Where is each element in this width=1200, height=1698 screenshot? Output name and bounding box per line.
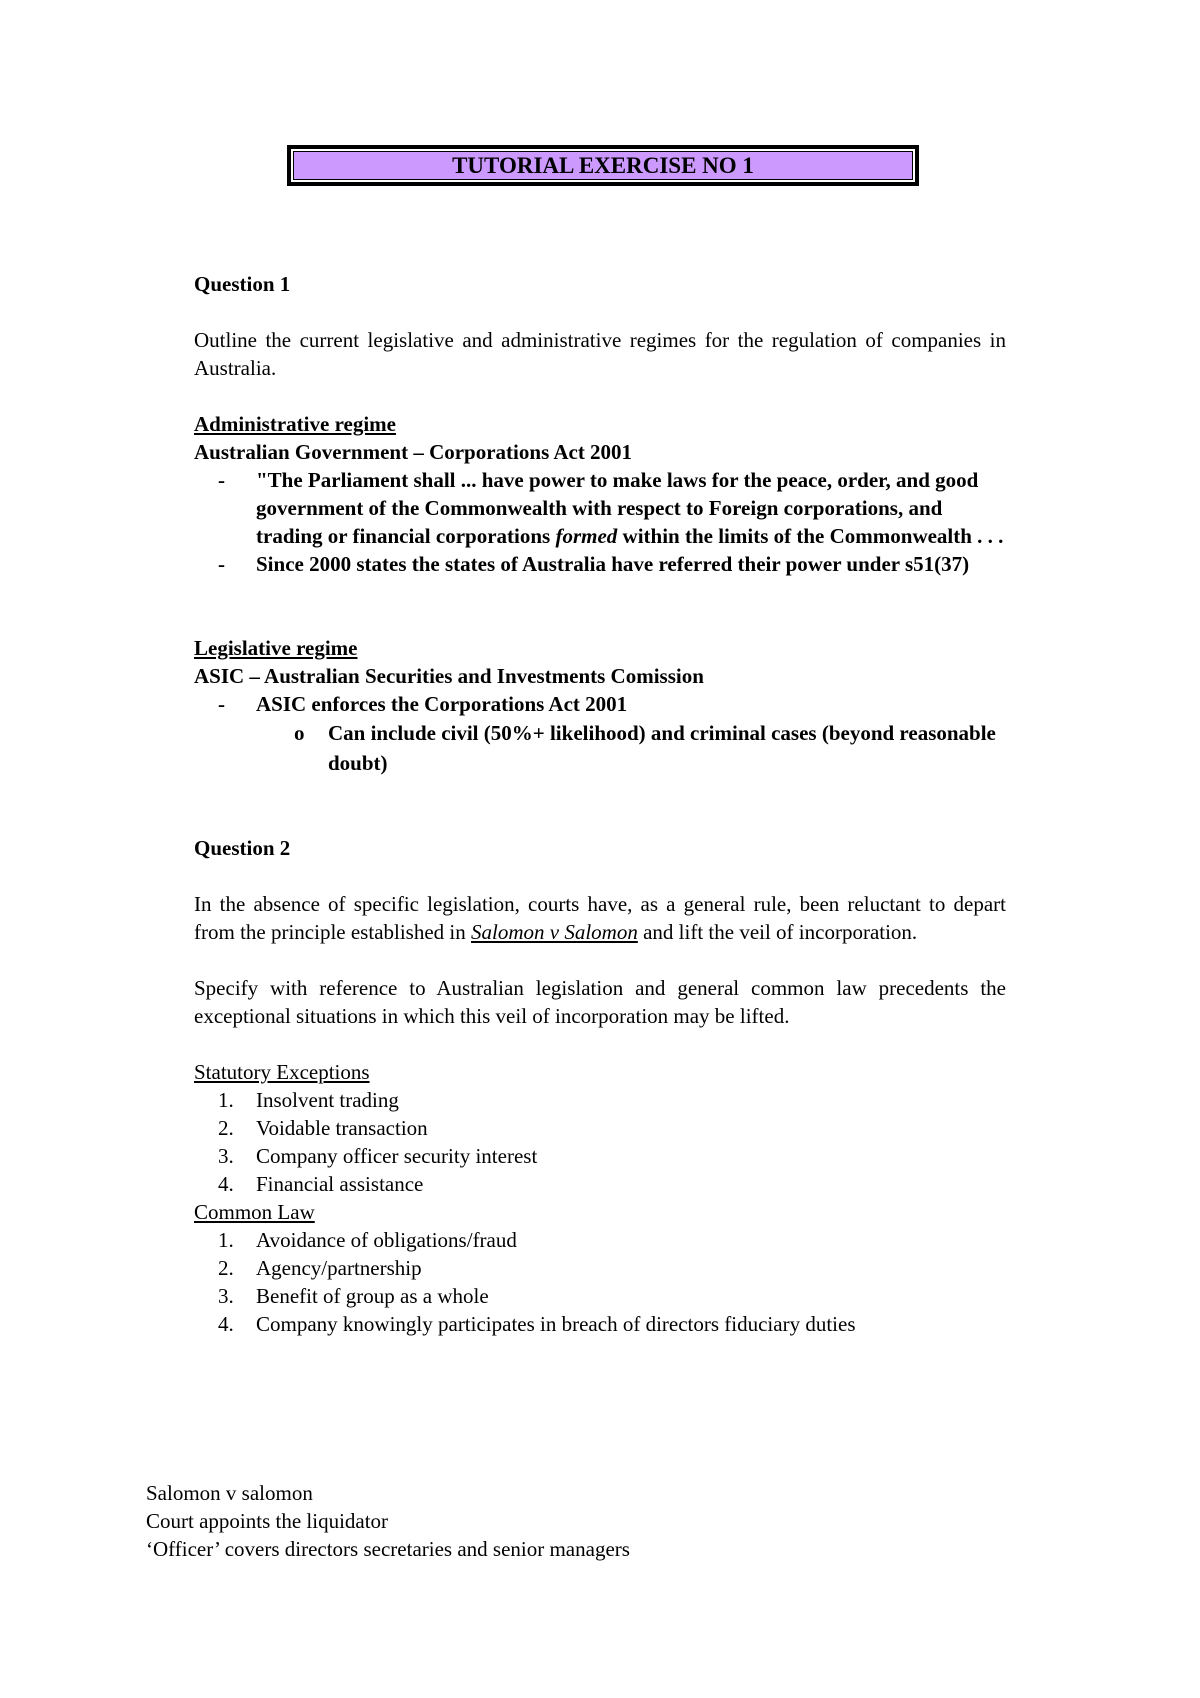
statutory-item-text: Company officer security interest <box>256 1144 538 1168</box>
number-marker: 4. <box>218 1312 234 1336</box>
legis-sub-bullet-1-text: Can include civil (50%+ likelihood) and criminal cases (beyond reasonable doubt) <box>328 721 996 775</box>
salomon-case-name: Salomon v Salomon <box>471 920 638 944</box>
statutory-item <box>194 1086 1006 1114</box>
statutory-item-text: Financial assistance <box>256 1172 424 1196</box>
admin-bullet-2-text: Since 2000 states the states of Australia have referred their power under s51(37) <box>256 552 970 576</box>
title-box <box>287 145 919 186</box>
number-marker: 3. <box>218 1144 234 1168</box>
question-2-para-1-a: In the absence of specific legislation, courts have, as a general rule, been reluctant to depart from the principle established in <box>194 892 1006 944</box>
common-law-item <box>194 1254 1006 1282</box>
notes <box>146 1479 630 1563</box>
admin-bullet-1-text-a: "The Parliament shall ... have power to make laws for the peace, order, and good government of the Commonwealth with respect to Foreign corporations, and trading or financial corporations <box>256 468 979 548</box>
common-law-item-text: Avoidance of obligations/fraud <box>256 1228 517 1252</box>
legis-sub-bullet-1 <box>194 718 1006 778</box>
number-marker: 2. <box>218 1256 234 1280</box>
common-law-item-text: Agency/partnership <box>256 1256 422 1280</box>
note-line: ‘Officer’ covers directors secretaries and senior managers <box>146 1537 630 1561</box>
document-body <box>194 270 1006 1338</box>
admin-bullet-1-italic: formed <box>555 524 618 548</box>
document-title: TUTORIAL EXERCISE NO 1 <box>293 151 913 180</box>
statutory-item-text: Voidable transaction <box>256 1116 428 1140</box>
question-1-prompt: Outline the current legislative and administrative regimes for the regulation of companies in Australia. <box>194 328 1006 380</box>
statutory-exceptions-heading: Statutory Exceptions <box>194 1060 370 1084</box>
common-law-item-text: Benefit of group as a whole <box>256 1284 489 1308</box>
legis-bullet-1-text: ASIC enforces the Corporations Act 2001 <box>256 692 628 716</box>
administrative-regime-heading: Administrative regime <box>194 412 396 436</box>
admin-bullet-1-text-b: within the limits of the Commonwealth . . . <box>617 524 1004 548</box>
statutory-item <box>194 1170 1006 1198</box>
statutory-item <box>194 1142 1006 1170</box>
number-marker: 4. <box>218 1172 234 1196</box>
legislative-regime-heading: Legislative regime <box>194 636 358 660</box>
legislative-regime-subheading: ASIC – Australian Securities and Investments Comission <box>194 664 704 688</box>
number-marker: 1. <box>218 1088 234 1112</box>
administrative-regime-subheading: Australian Government – Corporations Act 2001 <box>194 440 633 464</box>
common-law-item <box>194 1310 1006 1338</box>
dash-marker: - <box>218 468 225 492</box>
note-line: Court appoints the liquidator <box>146 1509 389 1533</box>
note-line: Salomon v salomon <box>146 1481 313 1505</box>
circle-marker: o <box>294 721 305 745</box>
common-law-item-text: Company knowingly participates in breach of directors fiduciary duties <box>256 1312 856 1336</box>
number-marker: 3. <box>218 1284 234 1308</box>
question-2-heading: Question 2 <box>194 836 291 860</box>
statutory-item-text: Insolvent trading <box>256 1088 399 1112</box>
admin-bullet-2 <box>194 550 1006 578</box>
question-2-para-1 <box>194 890 1006 946</box>
legis-bullet-1 <box>194 690 1006 718</box>
dash-marker: - <box>218 552 225 576</box>
question-2-para-2: Specify with reference to Australian legislation and general common law precedents the exceptional situations in which this veil of incorporation may be lifted. <box>194 976 1006 1028</box>
common-law-heading: Common Law <box>194 1200 315 1224</box>
statutory-item <box>194 1114 1006 1142</box>
admin-bullet-1 <box>194 466 1006 550</box>
question-1-heading: Question 1 <box>194 272 291 296</box>
common-law-item <box>194 1226 1006 1254</box>
common-law-item <box>194 1282 1006 1310</box>
question-2-para-1-b: and lift the veil of incorporation. <box>637 920 918 944</box>
number-marker: 2. <box>218 1116 234 1140</box>
dash-marker: - <box>218 692 225 716</box>
number-marker: 1. <box>218 1228 234 1252</box>
